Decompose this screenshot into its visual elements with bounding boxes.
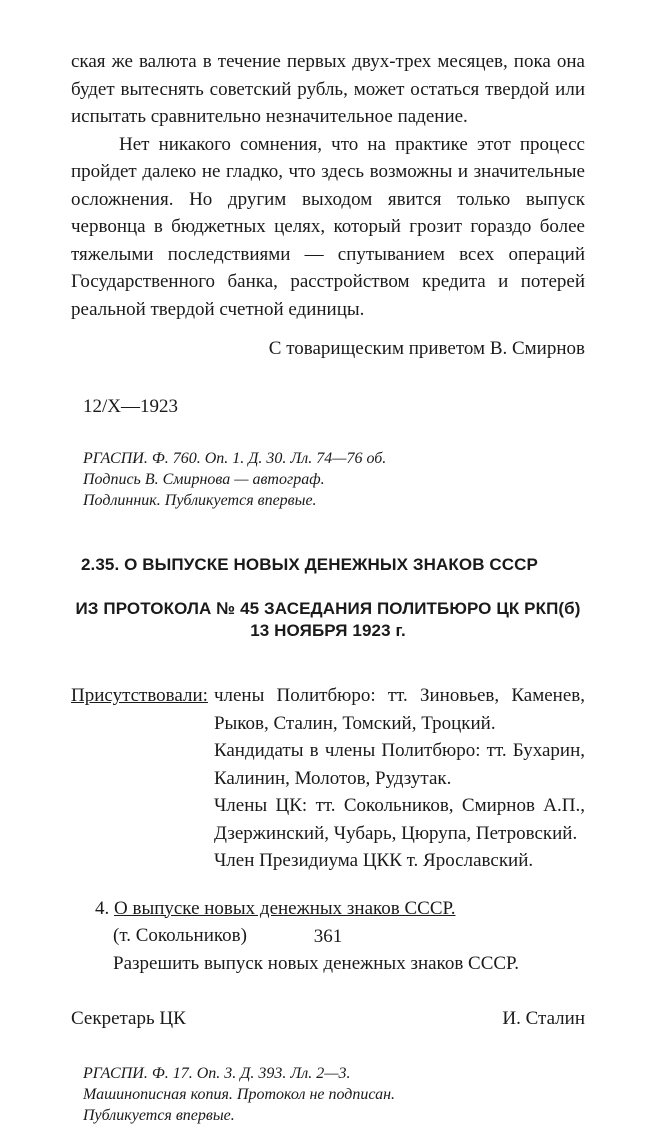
document-page: [71, 48, 585, 1126]
archive-note-2: [71, 1063, 585, 1126]
subtitle-line: ИЗ ПРОТОКОЛА № 45 ЗАСЕДАНИЯ ПОЛИТБЮРО ЦК РКП(б): [75, 599, 581, 618]
archive-note-line: РГАСПИ. Ф. 760. Оп. 1. Д. 30. Лл. 74—76 об.: [83, 450, 387, 467]
signature-line: С товарищеским приветом В. Смирнов: [268, 338, 585, 359]
subtitle-line: 13 НОЯБРЯ 1923 г.: [250, 621, 406, 640]
attendance-label: Присутствовали:: [71, 685, 208, 706]
attendance-block: [71, 682, 585, 875]
agenda-item-heading: [83, 895, 585, 923]
archive-note-line: РГАСПИ. Ф. 17. Оп. 3. Д. 393. Лл. 2—3.: [83, 1064, 351, 1082]
attendance-entry: Кандидаты в члены Политбюро: тт. Бухарин, Калинин, Молотов, Рудзутак.: [213, 740, 585, 789]
paragraph-2: Нет никакого сомнения, что на практике этот процесс пройдет далеко не гладко, что здесь возможны и значительные осложнения. Но другим выходом явится только выпуск червонца в бюджетных целях, который грозит гораздо более тяжелыми последствиями — спутыванием всех операций Государственного банка, расстройством кредита и потерей реальной твердой счетной единицы.: [71, 133, 585, 320]
protocol-subtitle: [71, 598, 585, 642]
attendance-entry: члены Политбюро: тт. Зиновьев, Каменев, Рыков, Сталин, Томский, Троцкий.: [213, 685, 585, 734]
attendance-entry: Член Президиума ЦКК т. Ярославский.: [213, 850, 534, 871]
page-number: 361: [313, 926, 343, 947]
archive-note-line: Подлинник. Публикуется впервые.: [83, 492, 317, 509]
archive-note-line: Публикуется впервые.: [83, 1106, 235, 1124]
agenda-item-decision: Разрешить выпуск новых денежных знаков СССР.: [113, 952, 519, 974]
agenda-item-title: О выпуске новых денежных знаков СССР.: [114, 897, 456, 919]
archive-note-line: Подпись В. Смирнова — автограф.: [83, 471, 325, 488]
attendance-list: [214, 682, 585, 875]
letter-body: [71, 48, 585, 420]
attendance-entry: Члены ЦК: тт. Сокольников, Смирнов А.П., Дзержинский, Чубарь, Цюрупа, Петровский.: [213, 795, 585, 844]
section-title: 2.35. О ВЫПУСКЕ НОВЫХ ДЕНЕЖНЫХ ЗНАКОВ СССР: [81, 555, 538, 574]
archive-note-1: [71, 448, 585, 511]
agenda-item-speaker: (т. Сокольников): [113, 925, 247, 946]
agenda-item-number: 4.: [95, 897, 110, 919]
secretary-role: Секретарь ЦК: [71, 1008, 186, 1029]
secretary-signature: [71, 1005, 585, 1033]
archive-note-line: Машинописная копия. Протокол не подписан.: [83, 1085, 396, 1103]
letter-date: 12/X—1923: [83, 395, 178, 417]
secretary-name: И. Сталин: [502, 1008, 585, 1029]
paragraph-1: ская же валюта в течение первых двух-трех месяцев, пока она будет вытеснять советский рубль, может остаться твердой или испытать сравнительно незначительное падение.: [71, 51, 585, 127]
